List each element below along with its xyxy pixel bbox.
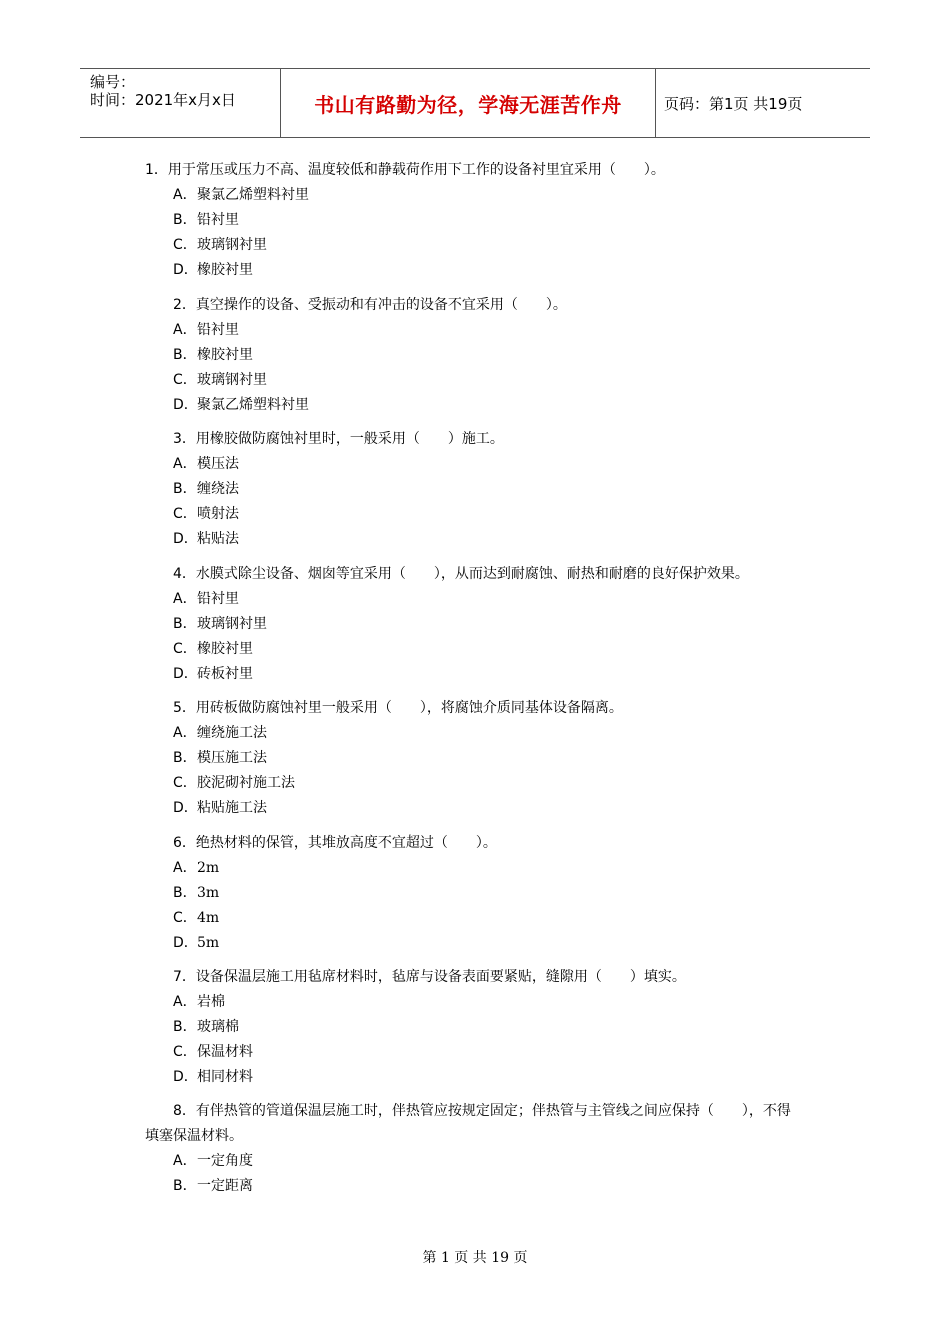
option-d xyxy=(173,396,309,414)
question-5 xyxy=(173,699,623,717)
option-letter: C． xyxy=(173,237,197,253)
question-number: 6． xyxy=(173,835,196,851)
option-text: 铅衬里 xyxy=(197,591,239,607)
option-d xyxy=(173,1068,253,1086)
option-letter: D． xyxy=(173,262,198,278)
option-letter: C． xyxy=(173,641,197,657)
question-text: 水膜式除尘设备、烟囱等宜采用（ ），从而达到耐腐蚀、耐热和耐磨的良好保护效果。 xyxy=(195,566,749,582)
option-d xyxy=(173,530,239,548)
option-text: 粘贴法 xyxy=(197,531,239,547)
option-b xyxy=(173,884,219,902)
option-c xyxy=(173,909,219,927)
option-a xyxy=(173,455,239,473)
question-8 xyxy=(173,1102,791,1120)
option-letter: A． xyxy=(173,322,197,338)
question-number: 8． xyxy=(173,1103,196,1119)
option-b xyxy=(173,480,239,498)
option-c xyxy=(173,640,253,658)
question-text: 用砖板做防腐蚀衬里一般采用（ ），将腐蚀介质同基体设备隔离。 xyxy=(195,700,623,716)
option-text: 相同材料 xyxy=(197,1069,253,1085)
option-b xyxy=(173,1177,253,1195)
option-c xyxy=(173,1043,253,1061)
option-text: 缠绕法 xyxy=(197,481,239,497)
option-a xyxy=(173,1152,253,1170)
serial-label: 编号： xyxy=(90,73,136,91)
header-page-cell xyxy=(655,69,870,137)
option-letter: A． xyxy=(173,860,197,876)
option-b xyxy=(173,1018,239,1036)
option-d xyxy=(173,261,253,279)
option-letter: B． xyxy=(173,1019,197,1035)
question-8-continued: 填塞保温材料。 xyxy=(145,1128,243,1144)
option-text: 保温材料 xyxy=(197,1044,253,1060)
option-letter: A． xyxy=(173,591,197,607)
option-text: 岩棉 xyxy=(197,994,225,1010)
question-text: 绝热材料的保管，其堆放高度不宜超过（ ）。 xyxy=(195,835,497,851)
option-b xyxy=(173,346,253,364)
question-1 xyxy=(145,161,665,179)
option-letter: D． xyxy=(173,397,198,413)
option-a xyxy=(173,993,225,1011)
question-number: 1． xyxy=(145,162,168,178)
option-letter: B． xyxy=(173,481,197,497)
option-d xyxy=(173,665,253,683)
question-number: 2． xyxy=(173,297,196,313)
option-letter: D． xyxy=(173,1069,198,1085)
option-c xyxy=(173,371,267,389)
question-text: 设备保温层施工用毡席材料时，毡席与设备表面要紧贴，缝隙用（ ）填实。 xyxy=(195,969,686,985)
page-info: 页码：第1页 共19页 xyxy=(664,94,803,113)
option-letter: B． xyxy=(173,750,197,766)
option-text: 铅衬里 xyxy=(197,212,239,228)
header-meta xyxy=(80,69,280,137)
question-2 xyxy=(173,296,567,314)
option-text: 模压施工法 xyxy=(197,750,267,766)
option-text: 玻璃钢衬里 xyxy=(197,372,267,388)
option-letter: C． xyxy=(173,910,197,926)
option-c xyxy=(173,774,295,792)
option-text: 玻璃钢衬里 xyxy=(197,616,267,632)
option-b xyxy=(173,615,267,633)
question-number: 5． xyxy=(173,700,196,716)
option-text: 喷射法 xyxy=(197,506,239,522)
option-letter: D． xyxy=(173,666,198,682)
time-label: 时间：2021年x月x日 xyxy=(90,91,236,109)
option-b xyxy=(173,211,239,229)
option-letter: A． xyxy=(173,1153,197,1169)
option-text: 4m xyxy=(197,910,220,926)
option-text: 砖板衬里 xyxy=(197,666,253,682)
option-c xyxy=(173,505,239,523)
option-letter: C． xyxy=(173,506,197,522)
option-text: 聚氯乙烯塑料衬里 xyxy=(197,397,309,413)
header-motto-cell xyxy=(280,69,656,137)
option-letter: B． xyxy=(173,212,197,228)
question-text: 用于常压或压力不高、温度较低和静载荷作用下工作的设备衬里宜采用（ ）。 xyxy=(167,162,665,178)
option-text: 聚氯乙烯塑料衬里 xyxy=(197,187,309,203)
option-letter: B． xyxy=(173,347,197,363)
option-text: 模压法 xyxy=(197,456,239,472)
option-letter: C． xyxy=(173,372,197,388)
option-letter: A． xyxy=(173,456,197,472)
option-letter: C． xyxy=(173,775,197,791)
question-text: 用橡胶做防腐蚀衬里时，一般采用（ ）施工。 xyxy=(195,431,504,447)
option-text: 粘贴施工法 xyxy=(197,800,267,816)
option-text: 缠绕施工法 xyxy=(197,725,267,741)
option-letter: D． xyxy=(173,800,198,816)
option-a xyxy=(173,590,239,608)
option-letter: D． xyxy=(173,935,198,951)
question-6 xyxy=(173,834,497,852)
option-letter: A． xyxy=(173,994,197,1010)
option-letter: C． xyxy=(173,1044,197,1060)
option-text: 玻璃棉 xyxy=(197,1019,239,1035)
question-4 xyxy=(173,565,749,583)
option-text: 橡胶衬里 xyxy=(197,262,253,278)
question-number: 7． xyxy=(173,969,196,985)
page-footer: 第 1 页 共 19 页 xyxy=(422,1250,528,1266)
question-text: 真空操作的设备、受振动和有冲击的设备不宜采用（ ）。 xyxy=(195,297,567,313)
question-number: 3． xyxy=(173,431,196,447)
option-b xyxy=(173,749,267,767)
option-text: 3m xyxy=(197,885,220,901)
option-letter: B． xyxy=(173,885,197,901)
option-text: 铅衬里 xyxy=(197,322,239,338)
option-c xyxy=(173,236,267,254)
option-letter: A． xyxy=(173,187,197,203)
option-text: 玻璃钢衬里 xyxy=(197,237,267,253)
question-7 xyxy=(173,968,686,986)
option-text: 5m xyxy=(197,935,220,951)
option-text: 一定角度 xyxy=(197,1153,253,1169)
option-text: 橡胶衬里 xyxy=(197,641,253,657)
option-letter: D． xyxy=(173,531,198,547)
option-letter: B． xyxy=(173,616,197,632)
option-a xyxy=(173,321,239,339)
motto: 书山有路勤为径，学海无涯苦作舟 xyxy=(314,92,622,117)
option-a xyxy=(173,724,267,742)
option-text: 2m xyxy=(197,860,220,876)
question-number: 4． xyxy=(173,566,196,582)
option-letter: A． xyxy=(173,725,197,741)
option-d xyxy=(173,934,219,952)
option-letter: B． xyxy=(173,1178,197,1194)
page-header xyxy=(80,68,870,138)
option-text: 橡胶衬里 xyxy=(197,347,253,363)
question-3 xyxy=(173,430,504,448)
option-text: 一定距离 xyxy=(197,1178,253,1194)
question-text: 有伴热管的管道保温层施工时，伴热管应按规定固定；伴热管与主管线之间应保持（ ），不得 xyxy=(195,1103,791,1119)
option-text: 胶泥砌衬施工法 xyxy=(197,775,295,791)
option-a xyxy=(173,859,219,877)
option-a xyxy=(173,186,309,204)
option-d xyxy=(173,799,267,817)
